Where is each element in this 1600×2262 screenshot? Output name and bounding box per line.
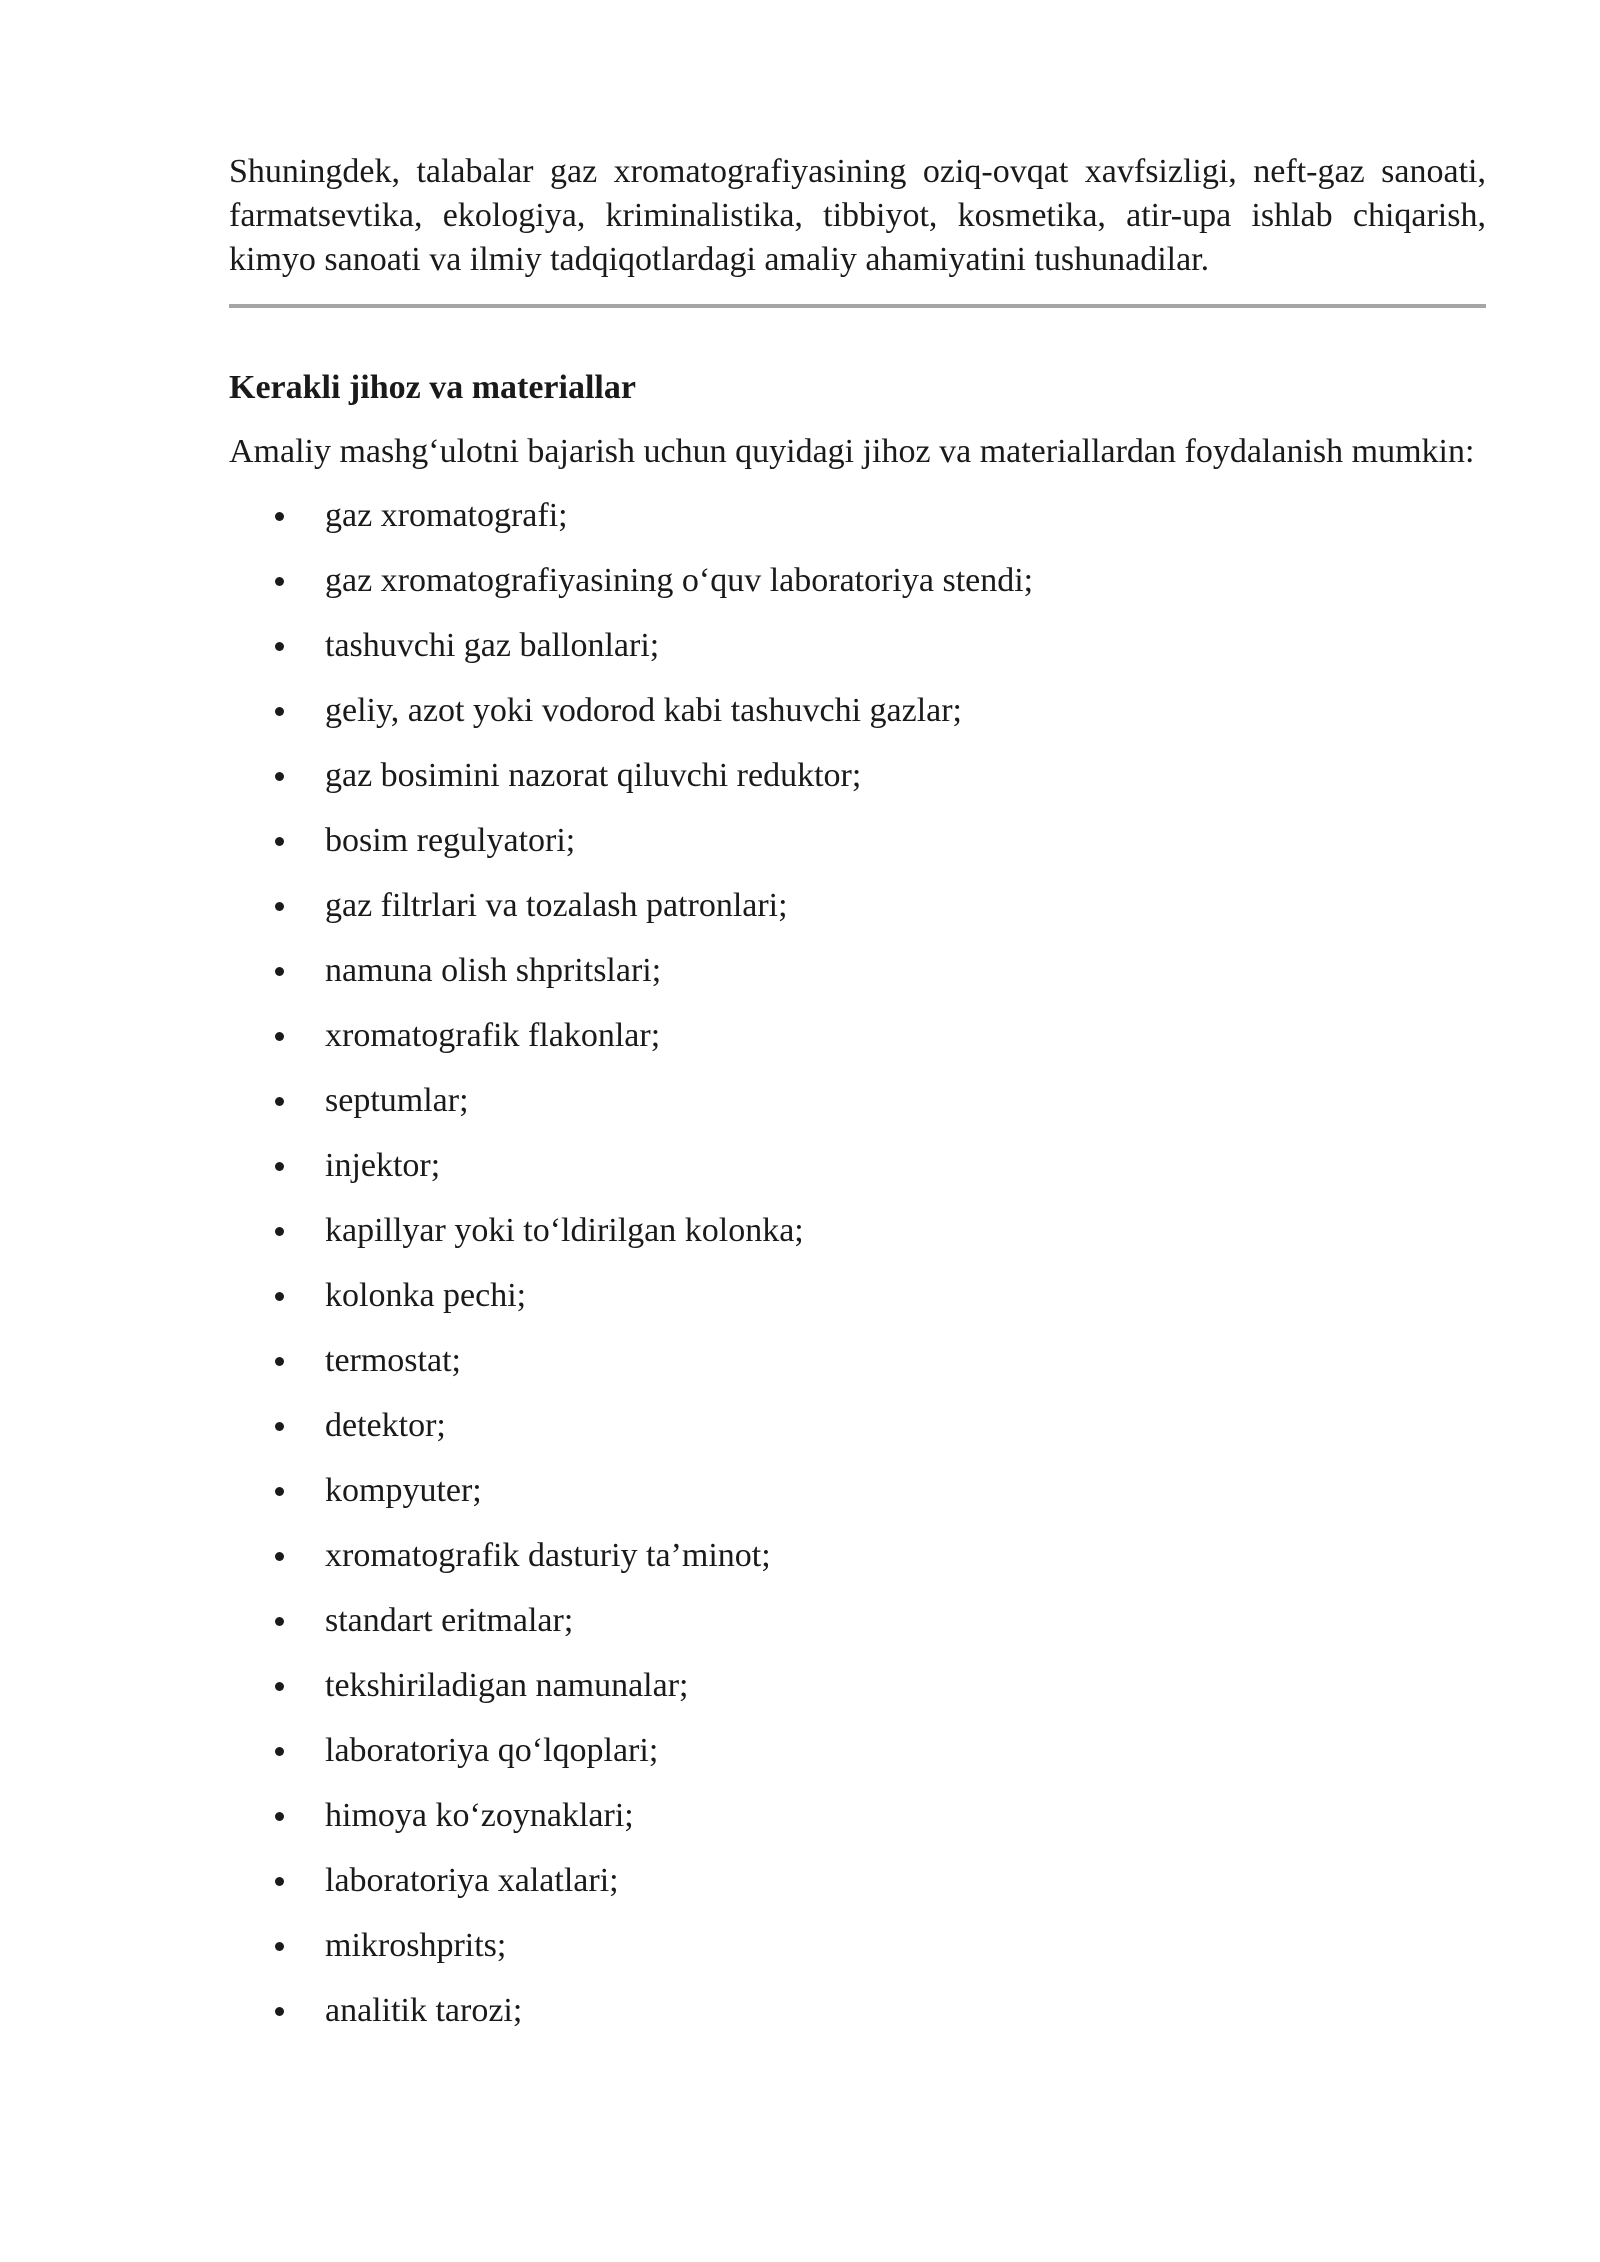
list-item-text: gaz bosimini nazorat qiluvchi reduktor; [325,757,862,794]
list-item-text: kolonka pechi; [325,1277,527,1314]
section-lead: Amaliy mashg‘ulotni bajarish uchun quyidagi jihoz va materiallardan foydalanish mumkin: [229,433,1475,470]
list-item-text: standart eritmalar; [325,1602,574,1639]
bullet-icon [275,1682,284,1691]
list-item [229,819,1486,884]
list-item-text: laboratoriya qo‘lqoplari; [325,1732,659,1769]
list-item [229,1469,1486,1534]
bullet-icon [275,1487,284,1496]
list-item-text: kapillyar yoki to‘ldirilgan kolonka; [325,1212,804,1249]
list-item-text: namuna olish shpritslari; [325,952,662,989]
list-item [229,1534,1486,1599]
list-item-text: bosim regulyatori; [325,822,576,859]
list-item-text: septumlar; [325,1082,469,1119]
horizontal-divider [229,304,1486,308]
list-item [229,494,1486,559]
bullet-icon [275,1032,284,1041]
bullet-icon [275,1747,284,1756]
list-item-text: injektor; [325,1147,441,1184]
list-item [229,559,1486,624]
list-item-text: laboratoriya xalatlari; [325,1862,619,1899]
bullet-icon [275,707,284,716]
list-item-text: geliy, azot yoki vodorod kabi tashuvchi gazlar; [325,692,963,729]
bullet-icon [275,967,284,976]
list-item-text: gaz xromatografi; [325,497,568,534]
bullet-icon [275,1162,284,1171]
list-item [229,1209,1486,1274]
bullet-icon [275,1292,284,1301]
bullet-icon [275,1097,284,1106]
list-item-text: detektor; [325,1407,446,1444]
bullet-icon [275,1357,284,1366]
document-page [229,150,1486,2054]
bullet-icon [275,772,284,781]
list-item-text: tekshiriladigan namunalar; [325,1667,689,1704]
list-item-text: himoya ko‘zoynaklari; [325,1797,634,1834]
section-heading: Kerakli jihoz va materiallar [229,369,636,406]
list-item [229,624,1486,689]
list-item [229,1014,1486,1079]
list-item-text: analitik tarozi; [325,1992,523,2029]
bullet-icon [275,1552,284,1561]
list-item [229,1859,1486,1924]
bullet-icon [275,1617,284,1626]
bullet-icon [275,512,284,521]
list-item [229,754,1486,819]
list-item [229,1729,1486,1794]
list-item-text: gaz xromatografiyasining o‘quv laboratoriya stendi; [325,562,1034,599]
bullet-icon [275,837,284,846]
bullet-icon [275,1422,284,1431]
bullet-icon [275,577,284,586]
list-item [229,884,1486,949]
equipment-list [229,494,1486,2054]
list-item [229,1664,1486,1729]
list-item [229,1794,1486,1859]
list-item-text: mikroshprits; [325,1927,507,1964]
bullet-icon [275,1942,284,1951]
list-item [229,1599,1486,1664]
list-item [229,949,1486,1014]
list-item [229,1144,1486,1209]
bullet-icon [275,642,284,651]
bullet-icon [275,1812,284,1821]
bullet-icon [275,902,284,911]
list-item-text: tashuvchi gaz ballonlari; [325,627,660,664]
list-item-text: xromatografik dasturiy ta’minot; [325,1537,771,1574]
list-item-text: xromatografik flakonlar; [325,1017,661,1054]
list-item [229,1339,1486,1404]
list-item-text: gaz filtrlari va tozalash patronlari; [325,887,788,924]
bullet-icon [275,1877,284,1886]
list-item [229,1924,1486,1989]
list-item [229,1404,1486,1469]
list-item-text: kompyuter; [325,1472,482,1509]
list-item-text: termostat; [325,1342,461,1379]
list-item [229,1274,1486,1339]
bullet-icon [275,2007,284,2016]
intro-paragraph: Shuningdek, talabalar gaz xromatografiyasining oziq-ovqat xavfsizligi, neft-gaz sanoati, farmatsevtika, ekologiya, kriminalistika, tibbiyot, kosmetika, atir-upa ishlab chiqarish, kimyo sanoati va ilmiy tadqiqotlardagi amaliy ahamiyatini tushunadilar. [229,153,1486,278]
list-item [229,1989,1486,2054]
bullet-icon [275,1227,284,1236]
list-item [229,1079,1486,1144]
list-item [229,689,1486,754]
